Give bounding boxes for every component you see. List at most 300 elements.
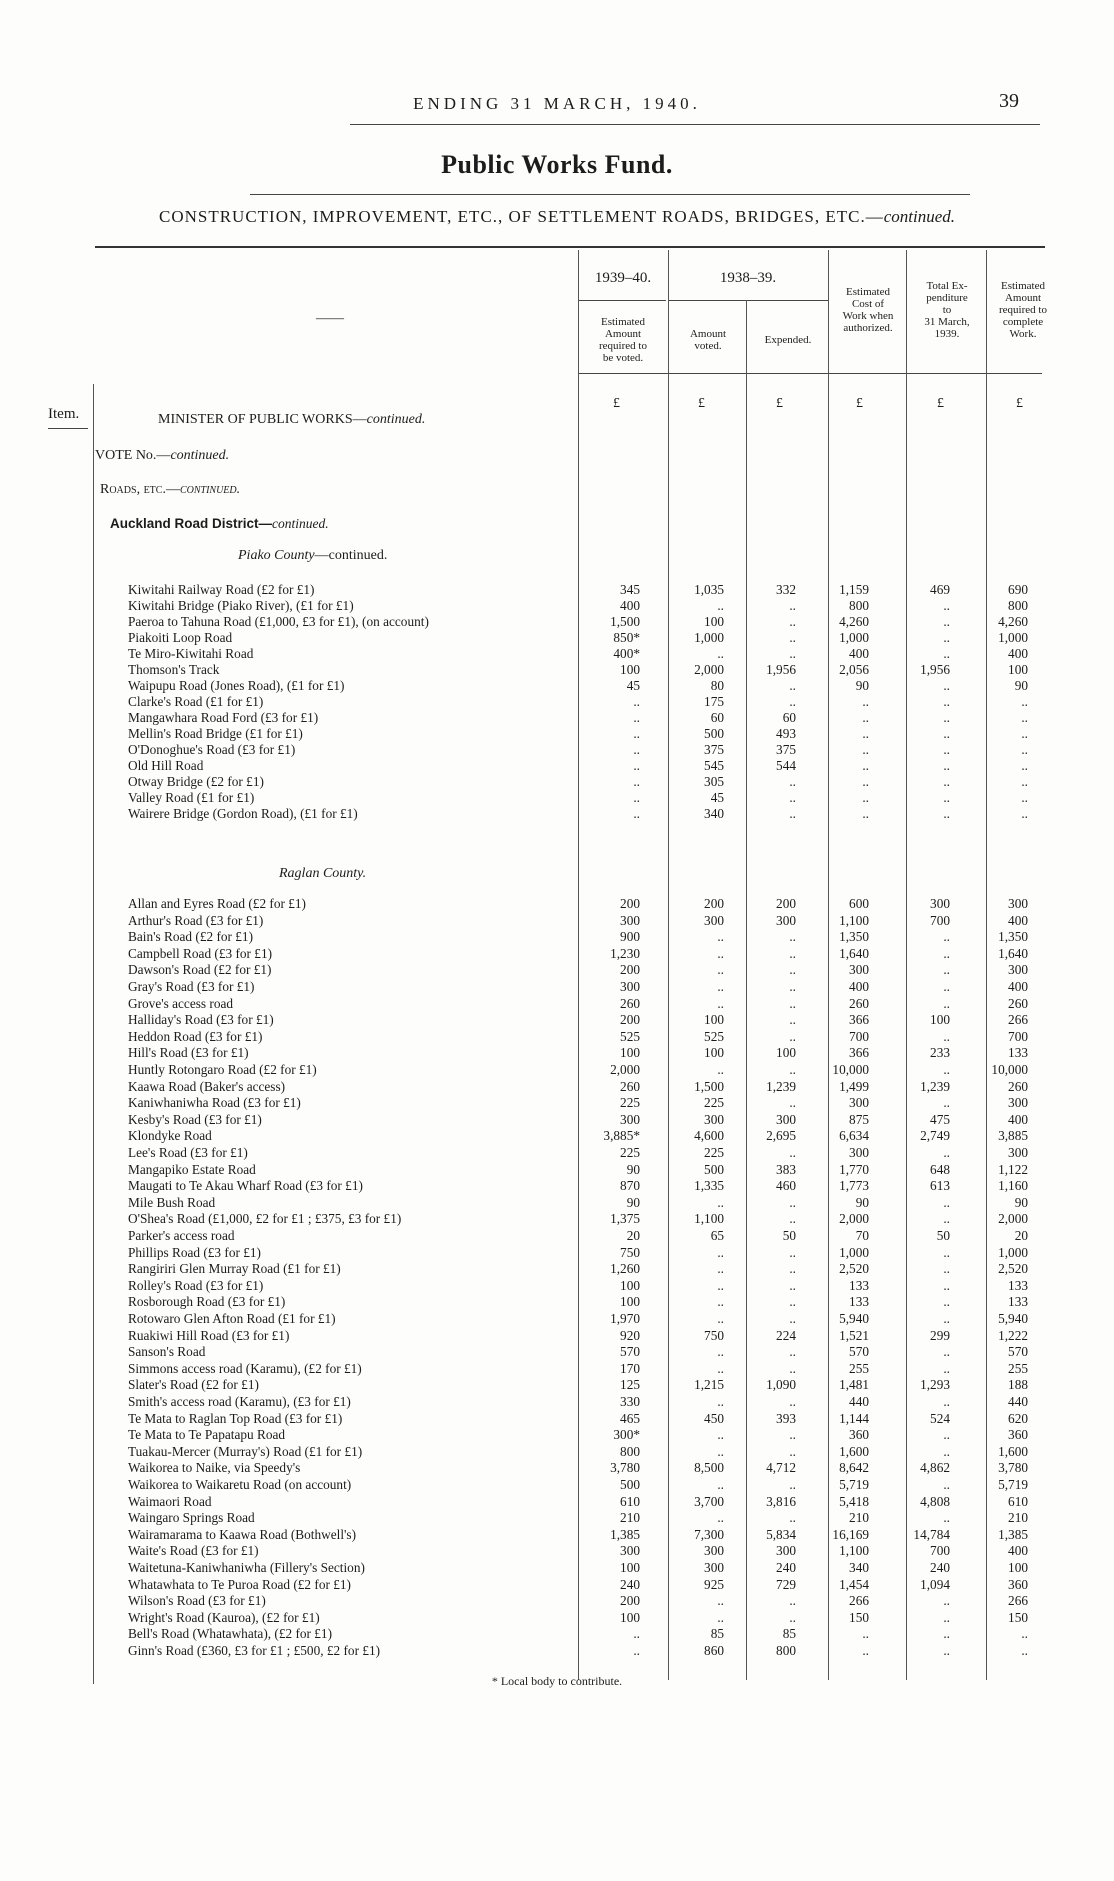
- cell-value: 400: [1008, 646, 1028, 661]
- cell-value: 233: [930, 1045, 950, 1061]
- pound-sign: £: [937, 396, 944, 411]
- cell-value: 2,000: [998, 1211, 1028, 1227]
- cell-value: 1,454: [839, 1576, 869, 1592]
- cell-value: ..: [789, 1244, 796, 1260]
- cell-value: 400: [1008, 912, 1028, 928]
- cell-value: 3,780: [998, 1460, 1028, 1476]
- cell-value: ..: [633, 774, 640, 789]
- cell-value: ..: [789, 979, 796, 994]
- table-row: [0, 1095, 1114, 1111]
- cell-value: ..: [1021, 710, 1028, 725]
- header-expended: Expended.: [764, 334, 812, 346]
- cell-value: 1,215: [694, 1377, 724, 1393]
- cell-value: 4,260: [998, 614, 1028, 629]
- cell-value: 850*: [613, 630, 640, 645]
- cell-value: 6,634: [839, 1128, 869, 1144]
- cell-value: 200: [704, 896, 724, 911]
- road-name: Waitetuna-Kaniwhaniwha (Fillery's Section): [128, 1560, 365, 1575]
- cell-value: ..: [943, 1360, 950, 1376]
- cell-value: 300: [620, 1543, 640, 1559]
- cell-value: ..: [943, 1145, 950, 1160]
- road-name: Thomson's Track: [128, 662, 220, 677]
- cell-value: 100: [620, 1277, 640, 1293]
- cell-value: 150: [1008, 1609, 1028, 1625]
- cell-value: ..: [717, 1593, 724, 1609]
- cell-value: ..: [717, 1477, 724, 1492]
- cell-value: 3,816: [766, 1493, 796, 1509]
- road-name: Allan and Eyres Road (£2 for £1): [128, 896, 306, 911]
- table-row: [0, 1344, 1114, 1360]
- page-number: 39: [999, 90, 1019, 112]
- item-column-dash: ——: [316, 311, 344, 326]
- cell-value: 400: [1008, 1543, 1028, 1559]
- table-row: [0, 1178, 1114, 1194]
- road-name: Campbell Road (£3 for £1): [128, 945, 273, 961]
- cell-value: 299: [930, 1327, 950, 1343]
- table-row: [0, 1328, 1114, 1344]
- cell-value: ..: [633, 790, 640, 805]
- cell-value: 50: [936, 1228, 950, 1243]
- cell-value: 225: [704, 1095, 724, 1111]
- table-row: [0, 582, 1114, 598]
- road-name: Waipupu Road (Jones Road), (£1 for £1): [128, 678, 345, 693]
- cell-value: ..: [789, 1277, 796, 1293]
- cell-value: 133: [1008, 1294, 1028, 1310]
- cell-value: 2,695: [766, 1128, 796, 1144]
- cell-value: ..: [789, 929, 796, 945]
- cell-value: 266: [1008, 1012, 1028, 1028]
- cell-value: 360: [1008, 1427, 1028, 1443]
- table-row: [0, 896, 1114, 912]
- cell-value: ..: [943, 979, 950, 994]
- cell-value: 90: [626, 1194, 640, 1210]
- cell-value: ..: [789, 678, 796, 693]
- header-total-expenditure: Total Ex- penditure to 31 March, 1939.: [924, 280, 970, 340]
- cell-value: 133: [849, 1277, 869, 1293]
- cell-value: 2,520: [998, 1261, 1028, 1277]
- cell-value: ..: [943, 1427, 950, 1443]
- cell-value: ..: [862, 1643, 869, 1658]
- cell-value: 525: [704, 1028, 724, 1044]
- cell-value: ..: [789, 1211, 796, 1227]
- district-heading: Auckland Road District—continued.: [110, 516, 329, 531]
- cell-value: ..: [862, 1626, 869, 1642]
- cell-value: 3,780: [610, 1460, 640, 1476]
- cell-value: 2,000: [694, 662, 724, 677]
- pound-sign: £: [856, 396, 863, 411]
- table-row: [0, 1460, 1114, 1476]
- cell-value: ..: [717, 929, 724, 945]
- table-row: [0, 1593, 1114, 1609]
- road-name: Te Miro-Kiwitahi Road: [128, 646, 254, 661]
- cell-value: ..: [943, 1062, 950, 1077]
- road-name: Clarke's Road (£1 for £1): [128, 694, 264, 709]
- road-name: Old Hill Road: [128, 758, 204, 773]
- road-name: Tuakau-Mercer (Murray's) Road (£1 for £1): [128, 1443, 363, 1459]
- cell-value: ..: [789, 1311, 796, 1326]
- cell-value: ..: [789, 1609, 796, 1625]
- road-name: Bell's Road (Whatawhata), (£2 for £1): [128, 1626, 332, 1642]
- cell-value: 400*: [613, 646, 640, 661]
- cell-value: 260: [1008, 1078, 1028, 1094]
- cell-value: ..: [943, 1510, 950, 1526]
- cell-value: 500: [704, 1161, 724, 1177]
- table-row: [0, 1278, 1114, 1294]
- cell-value: ..: [717, 1294, 724, 1310]
- cell-value: 1,500: [610, 614, 640, 629]
- cell-value: 700: [849, 1028, 869, 1044]
- cell-value: ..: [1021, 742, 1028, 757]
- cell-value: 925: [704, 1576, 724, 1592]
- cell-value: 5,940: [998, 1311, 1028, 1326]
- cell-value: ..: [943, 1261, 950, 1277]
- road-name: Simmons access road (Karamu), (£2 for £1): [128, 1360, 362, 1376]
- road-name: Rosborough Road (£3 for £1): [128, 1294, 286, 1310]
- cell-value: 920: [620, 1327, 640, 1343]
- cell-value: ..: [717, 962, 724, 978]
- cell-value: 133: [1008, 1045, 1028, 1061]
- cell-value: 5,418: [839, 1493, 869, 1509]
- cell-value: 340: [849, 1560, 869, 1575]
- cell-value: 100: [620, 662, 640, 677]
- cell-value: 260: [1008, 995, 1028, 1011]
- cell-value: ..: [862, 710, 869, 725]
- cell-value: 4,808: [920, 1493, 950, 1509]
- table-row: [0, 710, 1114, 726]
- page-title: Public Works Fund.: [441, 150, 673, 179]
- cell-value: 1,035: [694, 582, 724, 597]
- cell-value: 1,956: [920, 662, 950, 677]
- cell-value: 300: [776, 1543, 796, 1559]
- cell-value: 800: [1008, 598, 1028, 613]
- raglan-county-heading: Raglan County.: [279, 866, 367, 881]
- cell-value: ..: [789, 694, 796, 709]
- cell-value: ..: [717, 1510, 724, 1526]
- cell-value: 100: [620, 1294, 640, 1310]
- cell-value: 1,600: [839, 1443, 869, 1459]
- cell-value: 260: [620, 995, 640, 1011]
- cell-value: 375: [776, 742, 796, 757]
- road-name: Rolley's Road (£3 for £1): [128, 1277, 264, 1293]
- piako-county-heading: Piako County—continued.: [238, 548, 388, 563]
- cell-value: 225: [620, 1145, 640, 1160]
- cell-value: ..: [789, 614, 796, 629]
- table-row: [0, 1510, 1114, 1526]
- cell-value: 5,834: [766, 1526, 796, 1542]
- table-row: [0, 790, 1114, 806]
- cell-value: 90: [1014, 1194, 1028, 1210]
- cell-value: 340: [704, 806, 724, 821]
- cell-value: 366: [849, 1012, 869, 1028]
- cell-value: 225: [620, 1095, 640, 1111]
- cell-value: 1,481: [839, 1377, 869, 1393]
- road-name: Wairamarama to Kaawa Road (Bothwell's): [128, 1526, 357, 1542]
- cell-value: ..: [943, 598, 950, 613]
- cell-value: ..: [943, 710, 950, 725]
- cell-value: ..: [943, 726, 950, 741]
- table-row: [0, 678, 1114, 694]
- road-name: Smith's access road (Karamu), (£3 for £1): [128, 1394, 351, 1409]
- cell-value: ..: [717, 1344, 724, 1360]
- cell-value: ..: [789, 806, 796, 821]
- cell-value: ..: [717, 1062, 724, 1077]
- table-subtitle: CONSTRUCTION, IMPROVEMENT, ETC., OF SETTLEMENT ROADS, BRIDGES, ETC.—continued.: [158, 207, 956, 226]
- cell-value: 545: [704, 758, 724, 773]
- cell-value: ..: [789, 1394, 796, 1409]
- road-name: Bain's Road (£2 for £1): [128, 929, 254, 945]
- road-name: Grove's access road: [128, 995, 234, 1011]
- cell-value: 300: [930, 896, 950, 911]
- table-row: [0, 1643, 1114, 1659]
- cell-value: ..: [633, 1643, 640, 1658]
- item-label: Item.: [48, 406, 80, 422]
- cell-value: ..: [789, 646, 796, 661]
- header-estimated-cost: Estimated Cost of Work when authorized.: [842, 286, 894, 334]
- cell-value: 240: [776, 1560, 796, 1575]
- cell-value: ..: [717, 1609, 724, 1625]
- road-name: Huntly Rotongaro Road (£2 for £1): [128, 1062, 317, 1077]
- cell-value: ..: [1021, 1626, 1028, 1642]
- table-row: [0, 1045, 1114, 1061]
- road-name: Mangawhara Road Ford (£3 for £1): [128, 710, 319, 725]
- cell-value: ..: [1021, 1643, 1028, 1658]
- cell-value: ..: [943, 1593, 950, 1609]
- cell-value: ..: [943, 1277, 950, 1293]
- cell-value: 1,239: [920, 1078, 950, 1094]
- cell-value: ..: [717, 1261, 724, 1277]
- road-name: Lee's Road (£3 for £1): [128, 1145, 248, 1160]
- table-row: [0, 806, 1114, 822]
- cell-value: 300: [849, 1145, 869, 1160]
- table-row: [0, 1394, 1114, 1410]
- cell-value: 85: [782, 1626, 796, 1642]
- table-row: [0, 946, 1114, 962]
- minister-heading: MINISTER OF PUBLIC WORKS—continued.: [158, 412, 426, 427]
- table-row: [0, 1079, 1114, 1095]
- cell-value: ..: [789, 1062, 796, 1077]
- cell-value: 255: [849, 1360, 869, 1376]
- cell-value: 1,293: [920, 1377, 950, 1393]
- cell-value: ..: [633, 726, 640, 741]
- cell-value: ..: [943, 630, 950, 645]
- cell-value: 400: [1008, 979, 1028, 994]
- road-name: Heddon Road (£3 for £1): [128, 1028, 263, 1044]
- header-1938-39: 1938–39.: [719, 270, 777, 286]
- cell-value: 2,749: [920, 1128, 950, 1144]
- cell-value: 300: [704, 1111, 724, 1127]
- table-row: [0, 1377, 1114, 1393]
- cell-value: ..: [717, 646, 724, 661]
- road-name: Wairere Bridge (Gordon Road), (£1 for £1): [128, 806, 358, 821]
- cell-value: 16,169: [832, 1526, 869, 1542]
- item-rule: [48, 428, 88, 429]
- cell-value: 133: [849, 1294, 869, 1310]
- cell-value: ..: [943, 1194, 950, 1210]
- cell-value: 300: [620, 912, 640, 928]
- cell-value: 225: [704, 1145, 724, 1160]
- cell-value: 1,970: [610, 1311, 640, 1326]
- table-row: [0, 1128, 1114, 1144]
- cell-value: 366: [849, 1045, 869, 1061]
- cell-value: ..: [1021, 790, 1028, 805]
- header-amount-voted: Amount voted.: [689, 328, 727, 352]
- cell-value: 100: [620, 1609, 640, 1625]
- cell-value: 383: [776, 1161, 796, 1177]
- cell-value: 570: [1008, 1344, 1028, 1360]
- cell-value: ..: [633, 710, 640, 725]
- road-name: Kaawa Road (Baker's access): [128, 1078, 286, 1094]
- cell-value: 5,719: [998, 1477, 1028, 1492]
- cell-value: 465: [620, 1410, 640, 1426]
- road-name: Arthur's Road (£3 for £1): [128, 912, 264, 928]
- pound-sign: £: [613, 396, 620, 411]
- cell-value: 10,000: [991, 1062, 1028, 1077]
- table-top-rule: [95, 246, 1045, 248]
- cell-value: ..: [943, 1311, 950, 1326]
- cell-value: ..: [717, 1443, 724, 1459]
- cell-value: ..: [943, 806, 950, 821]
- cell-value: 1,521: [839, 1327, 869, 1343]
- cell-value: 300: [620, 979, 640, 994]
- table-row: [0, 1029, 1114, 1045]
- cell-value: ..: [1021, 806, 1028, 821]
- table-row: [0, 1311, 1114, 1327]
- cell-value: 70: [855, 1228, 869, 1243]
- cell-value: 240: [930, 1560, 950, 1575]
- cell-value: 4,712: [766, 1460, 796, 1476]
- cell-value: 610: [1008, 1493, 1028, 1509]
- cell-value: ..: [717, 1244, 724, 1260]
- cell-value: 1,239: [766, 1078, 796, 1094]
- cell-value: ..: [943, 1095, 950, 1111]
- road-name: Paeroa to Tahuna Road (£1,000, £3 for £1), (on account): [128, 614, 429, 629]
- table-row: [0, 1112, 1114, 1128]
- cell-value: 170: [620, 1360, 640, 1376]
- road-name: Halliday's Road (£3 for £1): [128, 1012, 274, 1028]
- table-row: [0, 646, 1114, 662]
- cell-value: ..: [862, 742, 869, 757]
- cell-value: 300: [1008, 1095, 1028, 1111]
- table-row: [0, 694, 1114, 710]
- cell-value: 1,230: [610, 945, 640, 961]
- table-row: [0, 1145, 1114, 1161]
- cell-value: ..: [789, 1261, 796, 1277]
- road-name: Maugati to Te Akau Wharf Road (£3 for £1): [128, 1178, 363, 1194]
- cell-value: 2,000: [839, 1211, 869, 1227]
- road-name: Dawson's Road (£2 for £1): [128, 962, 272, 978]
- road-name: Waikorea to Waikaretu Road (on account): [128, 1477, 352, 1492]
- cell-value: 100: [1008, 1560, 1028, 1575]
- cell-value: 610: [620, 1493, 640, 1509]
- table-row: [0, 996, 1114, 1012]
- cell-value: 500: [704, 726, 724, 741]
- cell-value: 1,375: [610, 1211, 640, 1227]
- cell-value: 100: [620, 1045, 640, 1061]
- cell-value: ..: [789, 790, 796, 805]
- road-name: Te Mata to Te Papatapu Road: [128, 1427, 286, 1443]
- table-row: [0, 1494, 1114, 1510]
- cell-value: 100: [620, 1560, 640, 1575]
- cell-value: ..: [789, 1477, 796, 1492]
- cell-value: 300: [704, 1560, 724, 1575]
- table-row: [0, 1577, 1114, 1593]
- cell-value: 1,335: [694, 1178, 724, 1194]
- cell-value: ..: [717, 598, 724, 613]
- cell-value: 200: [620, 962, 640, 978]
- cell-value: 200: [620, 1012, 640, 1028]
- cell-value: ..: [943, 1394, 950, 1409]
- cell-value: 700: [1008, 1028, 1028, 1044]
- cell-value: ..: [789, 1145, 796, 1160]
- road-name: Mile Bush Road: [128, 1194, 216, 1210]
- cell-value: ..: [789, 1294, 796, 1310]
- cell-value: ..: [789, 774, 796, 789]
- cell-value: 150: [849, 1609, 869, 1625]
- table-row: [0, 1062, 1114, 1078]
- cell-value: 2,000: [610, 1062, 640, 1077]
- header-estimated-amount: Estimated Amount required to be voted.: [599, 316, 647, 364]
- cell-value: ..: [789, 1443, 796, 1459]
- cell-value: 800: [849, 598, 869, 613]
- cell-value: 600: [849, 896, 869, 911]
- table-row: [0, 1543, 1114, 1559]
- road-name: Waikorea to Naike, via Speedy's: [128, 1460, 301, 1476]
- table-row: [0, 1477, 1114, 1493]
- table-row: [0, 1294, 1114, 1310]
- cell-value: 260: [620, 1078, 640, 1094]
- cell-value: ..: [717, 1194, 724, 1210]
- cell-value: ..: [633, 694, 640, 709]
- cell-value: 875: [849, 1111, 869, 1127]
- cell-value: 570: [849, 1344, 869, 1360]
- cell-value: 100: [930, 1012, 950, 1028]
- cell-value: ..: [862, 774, 869, 789]
- cell-value: 440: [849, 1394, 869, 1409]
- cell-value: 1,000: [998, 630, 1028, 645]
- cell-value: 570: [620, 1344, 640, 1360]
- cell-value: ..: [633, 742, 640, 757]
- cell-value: 175: [704, 694, 724, 709]
- cell-value: 65: [710, 1228, 724, 1243]
- road-name: Mellin's Road Bridge (£1 for £1): [128, 726, 303, 741]
- table-row: [0, 614, 1114, 630]
- road-name: Rangiriri Glen Murray Road (£1 for £1): [128, 1261, 341, 1277]
- cell-value: 14,784: [913, 1526, 950, 1542]
- cell-value: 200: [620, 1593, 640, 1609]
- cell-value: 620: [1008, 1410, 1028, 1426]
- cell-value: ..: [943, 614, 950, 629]
- cell-value: ..: [862, 790, 869, 805]
- cell-value: 240: [620, 1576, 640, 1592]
- cell-value: 300: [1008, 1145, 1028, 1160]
- cell-value: 8,642: [839, 1460, 869, 1476]
- cell-value: 1,159: [839, 582, 869, 597]
- table-row: [0, 726, 1114, 742]
- cell-value: ..: [943, 1344, 950, 1360]
- cell-value: ..: [1021, 726, 1028, 741]
- cell-value: 224: [776, 1327, 796, 1343]
- cell-value: 400: [1008, 1111, 1028, 1127]
- cell-value: 90: [1014, 678, 1028, 693]
- cell-value: 1,350: [839, 929, 869, 945]
- road-name: Slater's Road (£2 for £1): [128, 1377, 259, 1393]
- cell-value: 613: [930, 1178, 950, 1194]
- cell-value: 1,100: [839, 912, 869, 928]
- table-row: [0, 1195, 1114, 1211]
- cell-value: 300: [849, 1095, 869, 1111]
- cell-value: ..: [943, 1643, 950, 1658]
- road-name: Parker's access road: [128, 1228, 235, 1243]
